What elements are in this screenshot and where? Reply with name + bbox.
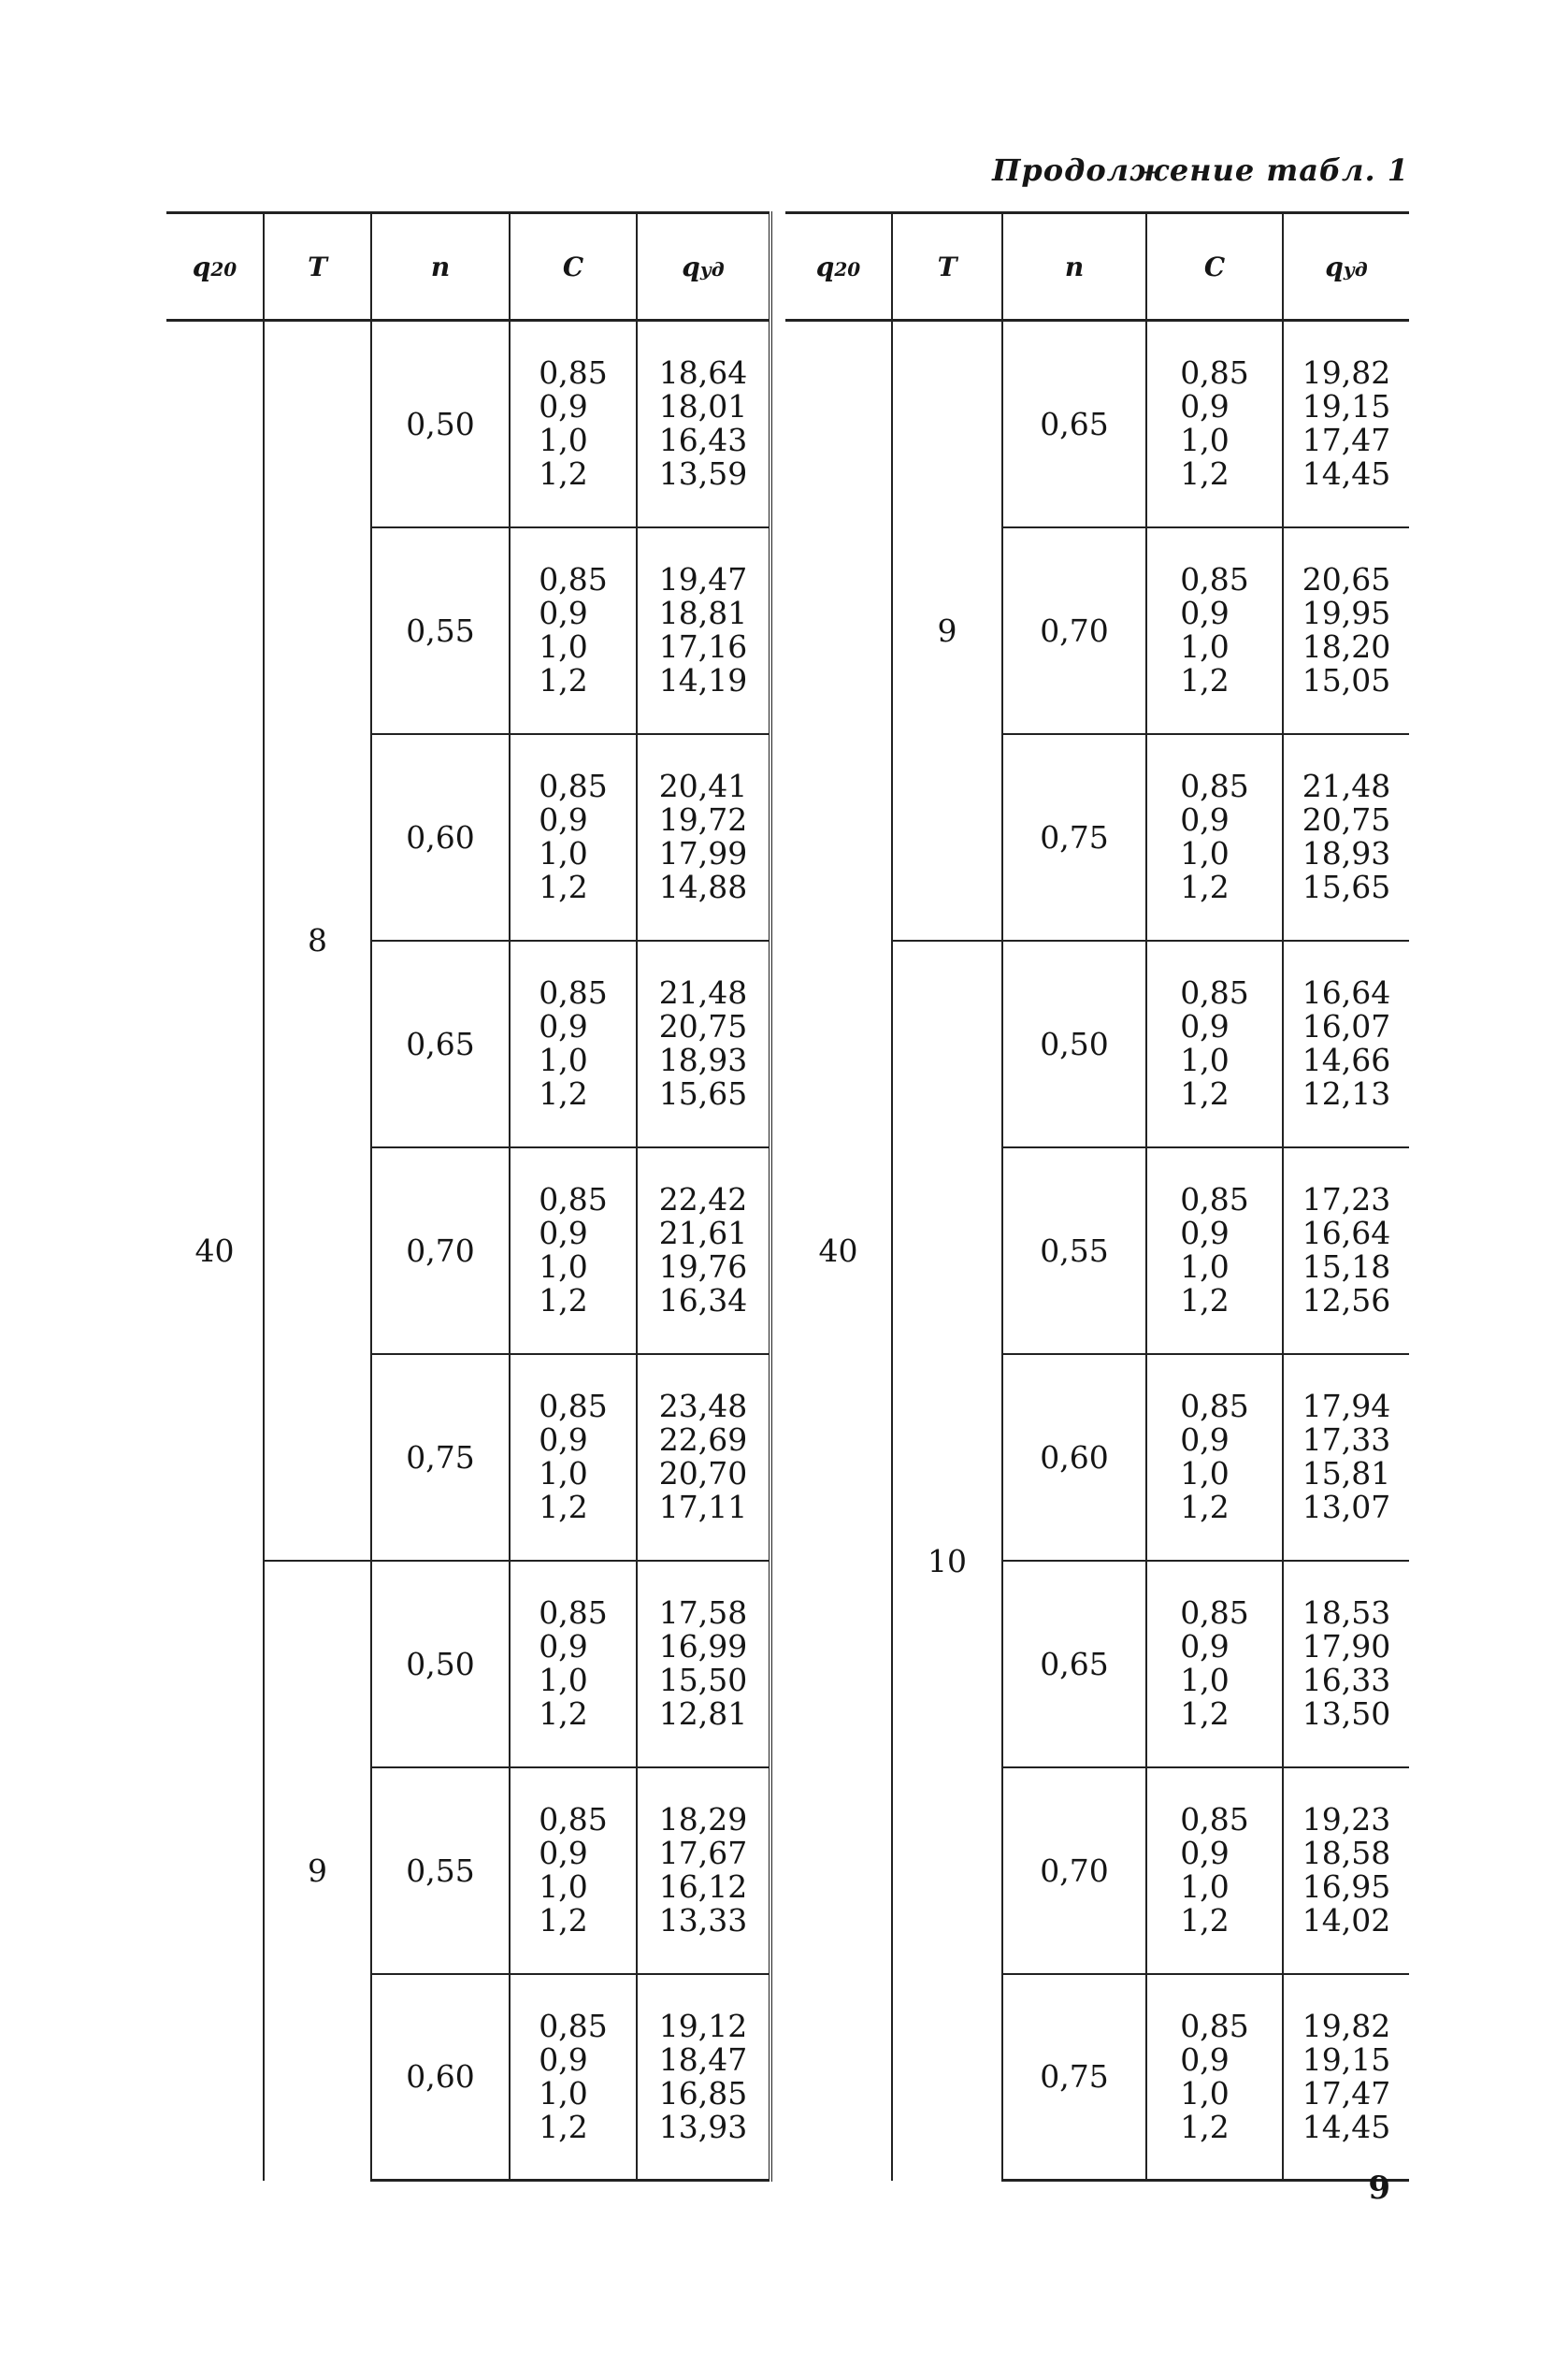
c-value: 1,2 bbox=[1180, 1282, 1230, 1319]
t-cell: 9 bbox=[264, 1561, 371, 2181]
table-row bbox=[785, 321, 1409, 527]
c-value: 1,2 bbox=[539, 1075, 588, 1112]
q-value: 16,99 bbox=[658, 1628, 748, 1665]
c-values bbox=[1180, 976, 1248, 1111]
c-value: 1,0 bbox=[1180, 835, 1230, 872]
q-values-cell bbox=[637, 527, 770, 734]
q-value: 17,16 bbox=[658, 628, 748, 665]
c-value: 0,85 bbox=[1180, 1801, 1249, 1838]
q-value: 13,07 bbox=[1302, 1489, 1391, 1525]
q-value: 14,19 bbox=[658, 662, 748, 699]
n-cell: 0,50 bbox=[371, 321, 510, 527]
q-values-cell bbox=[1283, 1767, 1409, 1974]
q-value: 16,12 bbox=[658, 1868, 748, 1905]
header-c: C bbox=[510, 213, 637, 321]
c-values-cell bbox=[510, 1354, 637, 1561]
c-value: 0,85 bbox=[1180, 1388, 1249, 1424]
c-value: 0,85 bbox=[1180, 354, 1249, 392]
q-value: 19,82 bbox=[1302, 354, 1391, 392]
q-values-cell bbox=[1283, 734, 1409, 941]
c-value: 0,85 bbox=[539, 1594, 608, 1631]
q-values-cell bbox=[1283, 527, 1409, 734]
c-value: 0,85 bbox=[539, 1181, 608, 1218]
q-value: 14,45 bbox=[1302, 455, 1391, 493]
q-values-cell bbox=[637, 941, 770, 1147]
q-value: 22,42 bbox=[658, 1181, 748, 1218]
q-value: 21,48 bbox=[658, 974, 748, 1011]
n-cell: 0,65 bbox=[371, 941, 510, 1147]
q-values bbox=[659, 1390, 747, 1524]
c-value: 0,85 bbox=[539, 561, 608, 598]
q-value: 18,29 bbox=[658, 1801, 748, 1838]
c-value: 1,2 bbox=[539, 1489, 588, 1525]
q-value: 19,82 bbox=[1302, 2007, 1391, 2044]
c-value: 1,2 bbox=[539, 1902, 588, 1939]
q-value: 20,75 bbox=[1302, 801, 1391, 838]
q-values bbox=[1302, 1183, 1390, 1318]
q-value: 14,66 bbox=[1302, 1042, 1391, 1078]
n-cell: 0,75 bbox=[1002, 734, 1146, 941]
q-value: 19,12 bbox=[658, 2007, 748, 2044]
c-value: 0,9 bbox=[1180, 1215, 1230, 1251]
t-cell: 9 bbox=[892, 321, 1002, 941]
q-value: 17,47 bbox=[1302, 422, 1391, 459]
c-value: 1,2 bbox=[539, 1282, 588, 1319]
c-values bbox=[539, 1390, 607, 1524]
c-values bbox=[1180, 1183, 1248, 1318]
c-value: 0,85 bbox=[539, 768, 608, 804]
q-value: 23,48 bbox=[658, 1388, 748, 1424]
q-value: 15,50 bbox=[658, 1662, 748, 1698]
q-values-cell bbox=[637, 734, 770, 941]
q-value: 16,95 bbox=[1302, 1868, 1391, 1905]
c-values-cell bbox=[1146, 941, 1283, 1147]
c-values-cell bbox=[510, 941, 637, 1147]
c-value: 1,0 bbox=[539, 422, 588, 459]
header-q-ud: qуд bbox=[1283, 213, 1409, 321]
q-values bbox=[1302, 356, 1390, 491]
q-value: 14,45 bbox=[1302, 2108, 1391, 2145]
q-values bbox=[1302, 1596, 1390, 1731]
n-cell: 0,60 bbox=[1002, 1354, 1146, 1561]
q-values-cell bbox=[637, 1147, 770, 1354]
c-value: 0,85 bbox=[1180, 768, 1249, 804]
n-cell: 0,70 bbox=[1002, 527, 1146, 734]
q-value: 18,20 bbox=[1302, 628, 1391, 665]
c-value: 1,2 bbox=[1180, 1489, 1230, 1525]
q-values-cell bbox=[637, 1561, 770, 1767]
c-value: 1,0 bbox=[1180, 1662, 1230, 1698]
n-cell: 0,75 bbox=[371, 1354, 510, 1561]
c-values-cell bbox=[1146, 527, 1283, 734]
q-value: 16,64 bbox=[1302, 1215, 1391, 1251]
q-value: 17,11 bbox=[658, 1489, 748, 1525]
q-value: 19,15 bbox=[1302, 388, 1391, 425]
c-value: 0,9 bbox=[1180, 1628, 1230, 1665]
header-q20: q20 bbox=[785, 213, 892, 321]
q-value: 17,33 bbox=[1302, 1421, 1391, 1458]
c-value: 1,2 bbox=[1180, 1902, 1230, 1939]
q-value: 15,81 bbox=[1302, 1455, 1391, 1492]
c-values bbox=[539, 563, 607, 698]
q-values-cell bbox=[637, 1974, 770, 2181]
c-value: 0,9 bbox=[539, 388, 588, 425]
q-values bbox=[1302, 770, 1390, 904]
c-values bbox=[1180, 2007, 1249, 2145]
q-values-cell bbox=[1283, 1974, 1409, 2181]
q-values bbox=[659, 976, 747, 1111]
q-value: 17,23 bbox=[1302, 1181, 1391, 1218]
n-cell: 0,60 bbox=[371, 734, 510, 941]
table-left-half bbox=[166, 211, 772, 2182]
q-value: 15,18 bbox=[1302, 1248, 1391, 1285]
q-value: 17,90 bbox=[1302, 1628, 1391, 1665]
n-cell: 0,55 bbox=[371, 527, 510, 734]
c-value: 1,0 bbox=[1180, 2074, 1230, 2112]
c-values-cell bbox=[510, 1974, 637, 2181]
c-value: 1,2 bbox=[539, 869, 588, 905]
c-value: 1,0 bbox=[1180, 1868, 1230, 1905]
c-value: 0,85 bbox=[539, 974, 608, 1011]
c-values-cell bbox=[1146, 734, 1283, 941]
q-value: 12,56 bbox=[1302, 1282, 1391, 1319]
c-value: 1,0 bbox=[1180, 628, 1230, 665]
c-values bbox=[539, 976, 607, 1111]
q20-cell: 40 bbox=[166, 321, 264, 2181]
c-values-cell bbox=[1146, 1147, 1283, 1354]
c-value: 1,0 bbox=[1180, 1248, 1230, 1285]
c-value: 0,9 bbox=[1180, 2040, 1230, 2078]
c-value: 0,9 bbox=[1180, 801, 1230, 838]
q-value: 16,34 bbox=[658, 1282, 748, 1319]
q-value: 15,65 bbox=[1302, 869, 1391, 905]
c-value: 1,0 bbox=[539, 1455, 588, 1492]
q-value: 16,43 bbox=[658, 422, 748, 459]
c-value: 1,2 bbox=[1180, 2108, 1230, 2145]
q-values-cell bbox=[1283, 1354, 1409, 1561]
q-value: 18,93 bbox=[658, 1042, 748, 1078]
c-value: 1,0 bbox=[539, 1662, 588, 1698]
page-number: 9 bbox=[1368, 2169, 1390, 2207]
q-values-cell bbox=[1283, 321, 1409, 527]
q-value: 20,41 bbox=[658, 768, 748, 804]
q-values bbox=[1302, 563, 1390, 698]
q-value: 21,48 bbox=[1302, 768, 1391, 804]
header-n: n bbox=[371, 213, 510, 321]
header-t: T bbox=[264, 213, 371, 321]
c-value: 0,9 bbox=[1180, 1421, 1230, 1458]
q-value: 19,72 bbox=[658, 801, 748, 838]
c-values bbox=[1180, 1390, 1248, 1524]
c-value: 0,85 bbox=[539, 1801, 608, 1838]
q-value: 18,53 bbox=[1302, 1594, 1391, 1631]
n-cell: 0,70 bbox=[1002, 1767, 1146, 1974]
c-value: 0,9 bbox=[539, 1421, 588, 1458]
q-values bbox=[1302, 1390, 1390, 1524]
c-value: 1,0 bbox=[539, 628, 588, 665]
c-value: 0,9 bbox=[539, 801, 588, 838]
q-value: 13,59 bbox=[658, 455, 748, 493]
q-value: 17,67 bbox=[658, 1835, 748, 1871]
q-values bbox=[1302, 2007, 1391, 2145]
q-values bbox=[1302, 976, 1390, 1111]
q-value: 16,33 bbox=[1302, 1662, 1391, 1698]
n-cell: 0,65 bbox=[1002, 321, 1146, 527]
q-value: 17,58 bbox=[658, 1594, 748, 1631]
c-values-cell bbox=[510, 321, 637, 527]
c-values-cell bbox=[1146, 1767, 1283, 1974]
c-values bbox=[539, 356, 607, 491]
q-values bbox=[1302, 1803, 1390, 1938]
c-value: 0,9 bbox=[539, 2040, 588, 2078]
table-right-half bbox=[785, 211, 1409, 2182]
q-value: 19,76 bbox=[658, 1248, 748, 1285]
n-cell: 0,65 bbox=[1002, 1561, 1146, 1767]
q-value: 19,95 bbox=[1302, 595, 1391, 631]
header-n: n bbox=[1002, 213, 1146, 321]
n-cell: 0,55 bbox=[1002, 1147, 1146, 1354]
q-values bbox=[658, 2007, 748, 2145]
q-value: 16,64 bbox=[1302, 974, 1391, 1011]
c-value: 0,85 bbox=[1180, 2007, 1249, 2044]
c-value: 1,0 bbox=[539, 1868, 588, 1905]
q20-cell: 40 bbox=[785, 321, 892, 2181]
c-value: 1,0 bbox=[539, 835, 588, 872]
q-value: 18,58 bbox=[1302, 1835, 1391, 1871]
q-values bbox=[659, 770, 747, 904]
c-value: 1,0 bbox=[1180, 1455, 1230, 1492]
c-value: 1,0 bbox=[539, 2074, 588, 2112]
q-value: 17,47 bbox=[1302, 2074, 1391, 2112]
c-value: 0,85 bbox=[1180, 974, 1249, 1011]
q-value: 15,05 bbox=[1302, 662, 1391, 699]
q-values-cell bbox=[637, 321, 770, 527]
c-values-cell bbox=[1146, 1354, 1283, 1561]
n-cell: 0,50 bbox=[1002, 941, 1146, 1147]
c-value: 1,2 bbox=[539, 2108, 588, 2145]
q-values-cell bbox=[1283, 1147, 1409, 1354]
q-value: 20,70 bbox=[658, 1455, 748, 1492]
c-values-cell bbox=[1146, 1974, 1283, 2181]
c-value: 0,9 bbox=[1180, 388, 1230, 425]
c-value: 0,9 bbox=[539, 1835, 588, 1871]
c-value: 0,85 bbox=[539, 1388, 608, 1424]
c-value: 1,0 bbox=[539, 1248, 588, 1285]
q-value: 19,15 bbox=[1302, 2040, 1391, 2078]
q-value: 18,01 bbox=[658, 388, 748, 425]
c-value: 1,2 bbox=[539, 455, 588, 493]
c-values bbox=[539, 1596, 607, 1731]
q-value: 15,65 bbox=[658, 1075, 748, 1112]
n-cell: 0,70 bbox=[371, 1147, 510, 1354]
q-values-cell bbox=[1283, 941, 1409, 1147]
q-values bbox=[659, 1183, 747, 1318]
c-value: 0,85 bbox=[539, 2007, 608, 2044]
c-value: 0,9 bbox=[1180, 1008, 1230, 1045]
q-values bbox=[659, 563, 747, 698]
table-body bbox=[166, 321, 770, 2181]
c-value: 1,0 bbox=[1180, 422, 1230, 459]
c-values-cell bbox=[510, 527, 637, 734]
q-values bbox=[659, 356, 747, 491]
q-value: 13,93 bbox=[658, 2108, 748, 2145]
c-values bbox=[539, 770, 607, 904]
header-q-ud: qуд bbox=[637, 213, 770, 321]
c-value: 1,0 bbox=[1180, 1042, 1230, 1078]
q-value: 12,13 bbox=[1302, 1075, 1391, 1112]
q-value: 18,64 bbox=[658, 354, 748, 392]
c-values bbox=[1180, 563, 1248, 698]
q-value: 16,07 bbox=[1302, 1008, 1391, 1045]
c-value: 1,2 bbox=[539, 1695, 588, 1732]
c-value: 1,2 bbox=[539, 662, 588, 699]
c-values bbox=[539, 2007, 608, 2145]
c-value: 1,2 bbox=[1180, 455, 1230, 493]
q-value: 13,50 bbox=[1302, 1695, 1391, 1732]
c-value: 0,85 bbox=[1180, 561, 1249, 598]
n-cell: 0,60 bbox=[371, 1974, 510, 2181]
q-value: 17,94 bbox=[1302, 1388, 1391, 1424]
q-value: 17,99 bbox=[658, 835, 748, 872]
header-c: C bbox=[1146, 213, 1283, 321]
header-t: T bbox=[892, 213, 1002, 321]
c-values bbox=[539, 1183, 607, 1318]
n-cell: 0,50 bbox=[371, 1561, 510, 1767]
c-values bbox=[1180, 356, 1248, 491]
q-values bbox=[659, 1596, 747, 1731]
table-row bbox=[166, 321, 770, 527]
c-values-cell bbox=[1146, 321, 1283, 527]
c-values bbox=[539, 1803, 607, 1938]
c-value: 1,2 bbox=[1180, 1695, 1230, 1732]
c-values bbox=[1180, 770, 1248, 904]
c-value: 1,2 bbox=[1180, 662, 1230, 699]
c-value: 0,85 bbox=[1180, 1181, 1249, 1218]
q-value: 14,88 bbox=[658, 869, 748, 905]
c-value: 0,85 bbox=[539, 354, 608, 392]
c-value: 0,9 bbox=[1180, 595, 1230, 631]
q-value: 21,61 bbox=[658, 1215, 748, 1251]
q-value: 19,23 bbox=[1302, 1801, 1391, 1838]
q-value: 16,85 bbox=[658, 2074, 748, 2112]
q-value: 12,81 bbox=[658, 1695, 748, 1732]
q-values-cell bbox=[1283, 1561, 1409, 1767]
q-values-cell bbox=[637, 1354, 770, 1561]
c-value: 0,85 bbox=[1180, 1594, 1249, 1631]
q-values-cell bbox=[637, 1767, 770, 1974]
c-values bbox=[1180, 1803, 1248, 1938]
c-value: 1,2 bbox=[1180, 1075, 1230, 1112]
header-q20: q20 bbox=[166, 213, 264, 321]
c-value: 0,9 bbox=[539, 1628, 588, 1665]
c-value: 0,9 bbox=[539, 595, 588, 631]
q-value: 13,33 bbox=[658, 1902, 748, 1939]
c-value: 0,9 bbox=[539, 1215, 588, 1251]
table-body bbox=[785, 321, 1409, 2181]
c-value: 0,9 bbox=[539, 1008, 588, 1045]
q-values bbox=[659, 1803, 747, 1938]
c-values-cell bbox=[510, 1767, 637, 1974]
q-value: 20,75 bbox=[658, 1008, 748, 1045]
c-value: 1,0 bbox=[539, 1042, 588, 1078]
q-value: 18,81 bbox=[658, 595, 748, 631]
c-values-cell bbox=[510, 1561, 637, 1767]
q-value: 20,65 bbox=[1302, 561, 1391, 598]
c-value: 0,9 bbox=[1180, 1835, 1230, 1871]
t-cell: 10 bbox=[892, 941, 1002, 2181]
q-value: 22,69 bbox=[658, 1421, 748, 1458]
c-value: 1,2 bbox=[1180, 869, 1230, 905]
q-value: 19,47 bbox=[658, 561, 748, 598]
table-caption: Продолжение табл. 1 bbox=[992, 152, 1409, 188]
c-values bbox=[1180, 1596, 1248, 1731]
q-value: 18,93 bbox=[1302, 835, 1391, 872]
q-value: 18,47 bbox=[658, 2040, 748, 2078]
c-values-cell bbox=[510, 1147, 637, 1354]
c-values-cell bbox=[510, 734, 637, 941]
n-cell: 0,75 bbox=[1002, 1974, 1146, 2181]
q-value: 14,02 bbox=[1302, 1902, 1391, 1939]
t-cell: 8 bbox=[264, 321, 371, 1561]
c-values-cell bbox=[1146, 1561, 1283, 1767]
n-cell: 0,55 bbox=[371, 1767, 510, 1974]
